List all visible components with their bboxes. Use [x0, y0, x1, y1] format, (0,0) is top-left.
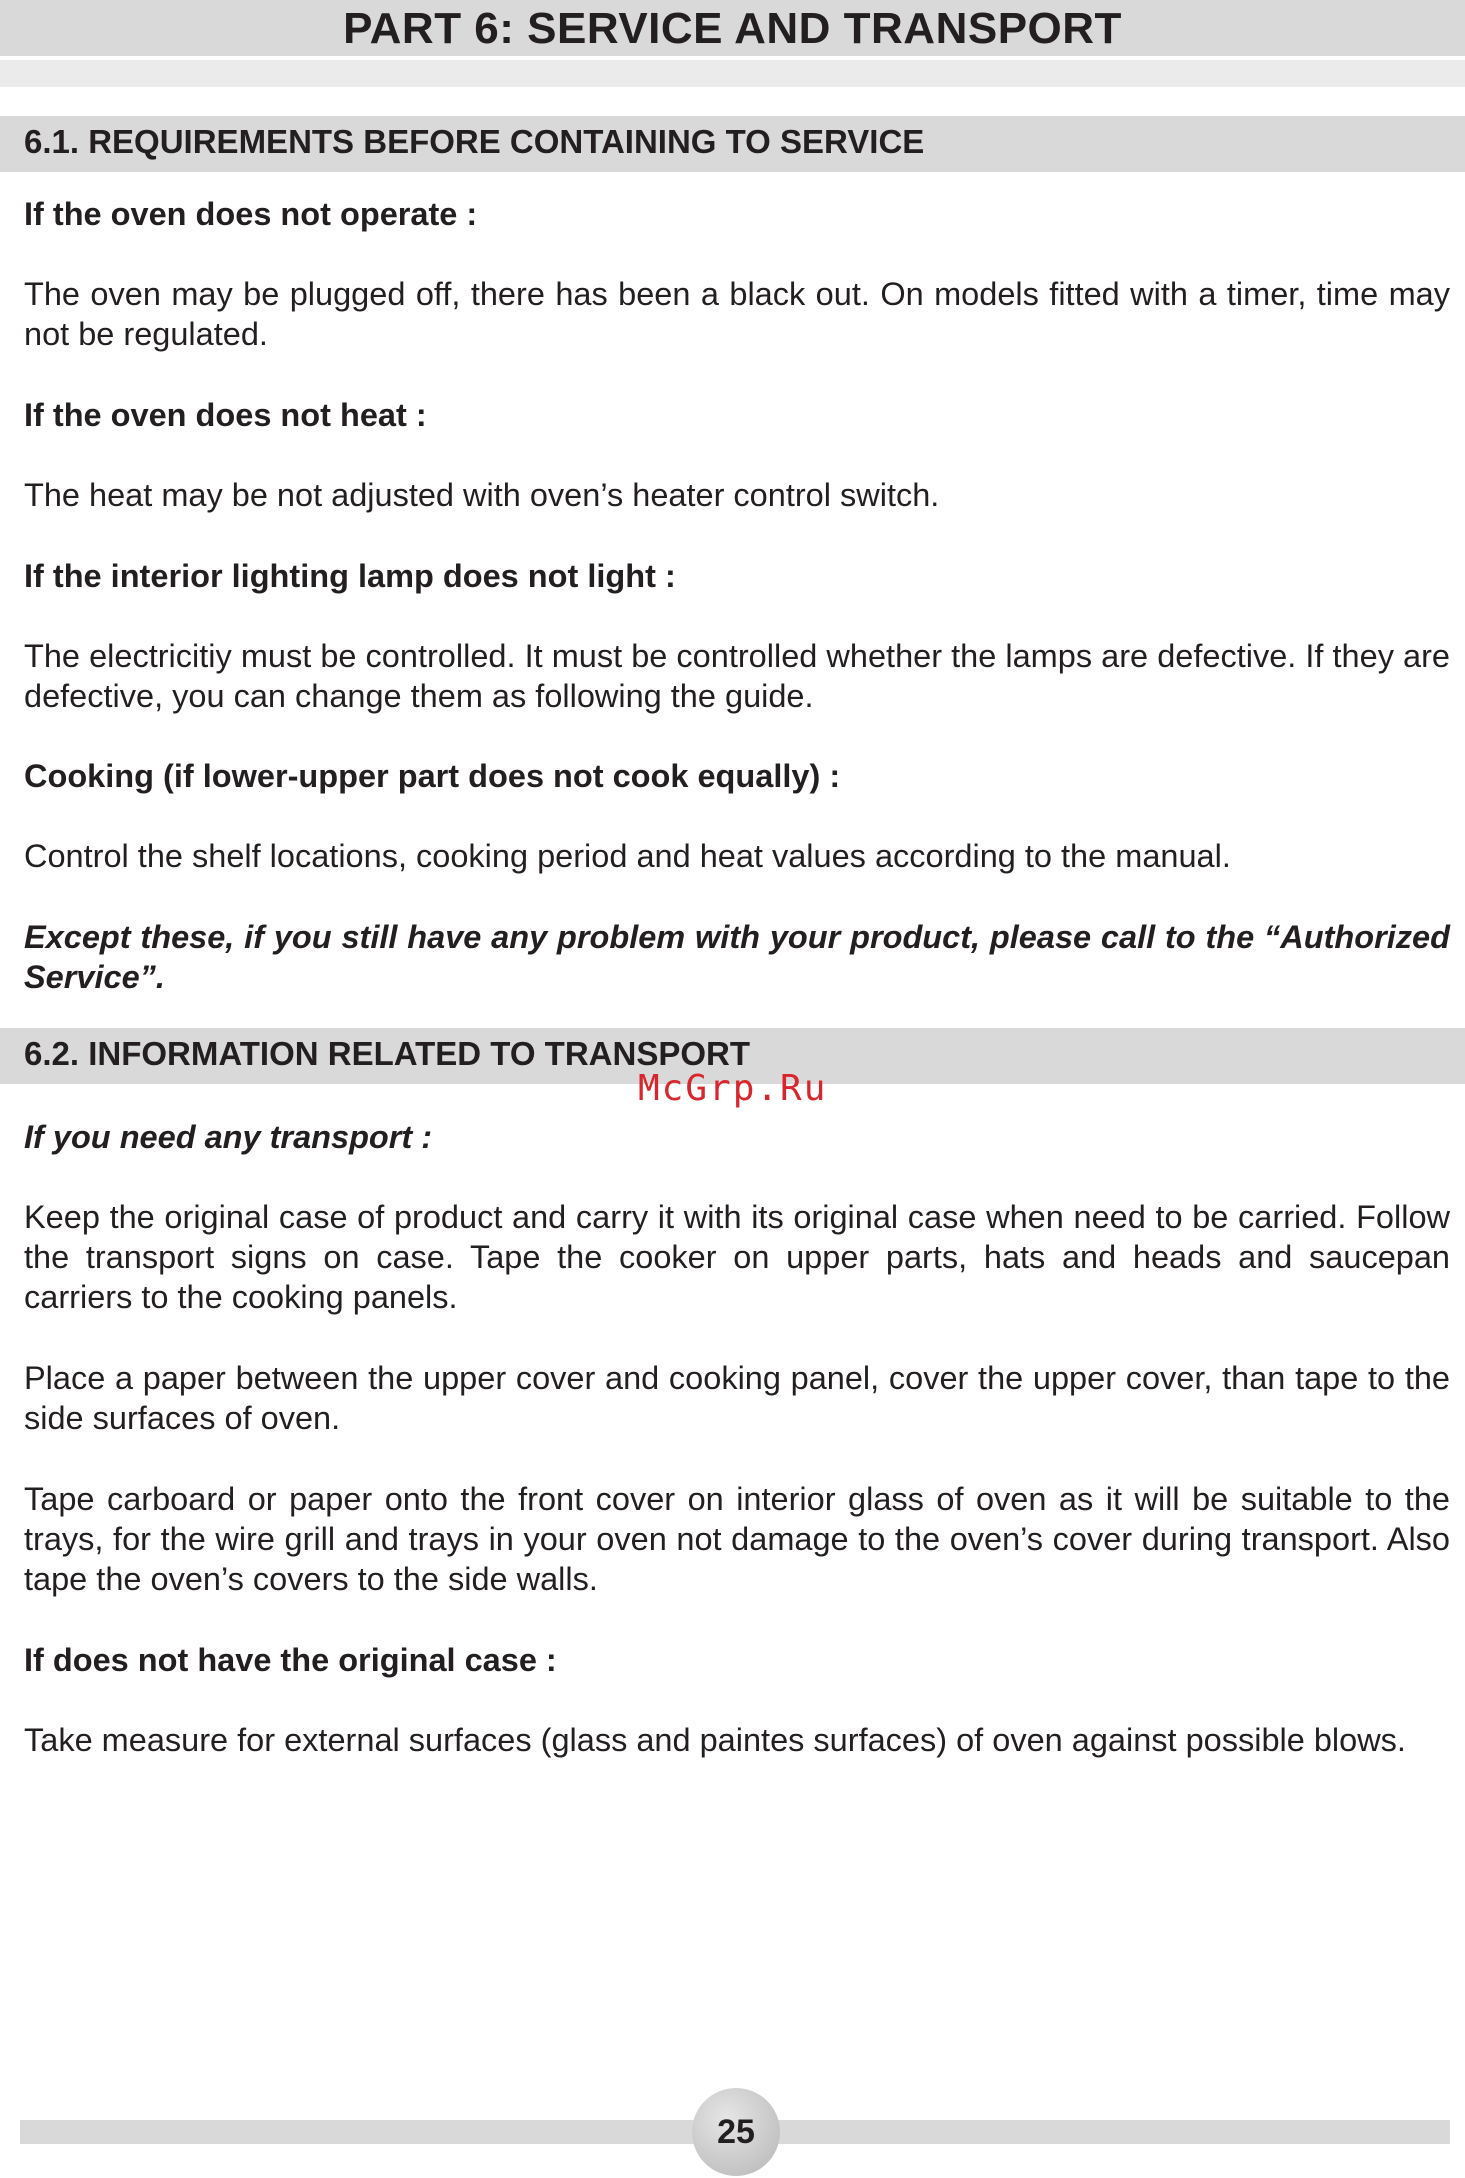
- page-title-bar: [0, 0, 1465, 56]
- section-1-bar: [0, 116, 1465, 172]
- t2-title: If does not have the original case :: [24, 1642, 557, 1678]
- watermark: McGrp.Ru: [638, 1068, 828, 1109]
- q2-text: The heat may be not adjusted with oven’s heater control switch.: [24, 477, 940, 513]
- t2-text: Take measure for external surfaces (glass and paintes surfaces) of oven against possible blows.: [24, 1722, 1406, 1758]
- t1-paragraph-2: Place a paper between the upper cover and cooking panel, cover the upper cover, than tape to the side surfaces of oven.: [24, 1360, 1450, 1436]
- q1-title: If the oven does not operate :: [24, 196, 478, 232]
- page-number: 25: [692, 2088, 780, 2176]
- page-title: PART 6: SERVICE AND TRANSPORT: [343, 4, 1122, 53]
- t1-paragraph-3: Tape carboard or paper onto the front cover on interior glass of oven as it will be suitable to the trays, for the wire grill and trays in your oven not damage to the oven’s cover during transport. Also tape the oven’s covers to the side walls.: [24, 1481, 1450, 1597]
- t1-title: If you need any transport :: [24, 1119, 433, 1155]
- q3-title: If the interior lighting lamp does not light :: [24, 558, 676, 594]
- q3-text: The electricitiy must be controlled. It must be controlled whether the lamps are defective. If they are defective, you can change them as following the guide.: [24, 638, 1450, 714]
- t1-paragraph-1: Keep the original case of product and carry it with its original case when need to be carried. Follow the transport signs on case. Tape the cooker on upper parts, hats and heads and saucepan carriers to the cooking panels.: [24, 1199, 1450, 1315]
- q2-title: If the oven does not heat :: [24, 397, 427, 433]
- q1-text: The oven may be plugged off, there has been a black out. On models fitted with a timer, time may not be regulated.: [24, 276, 1450, 352]
- q4-text: Control the shelf locations, cooking period and heat values according to the manual.: [24, 838, 1231, 874]
- q4-title: Cooking (if lower-upper part does not cook equally) :: [24, 758, 841, 794]
- section-2-heading: 6.2. INFORMATION RELATED TO TRANSPORT: [24, 1035, 751, 1072]
- section-1-heading: 6.1. REQUIREMENTS BEFORE CONTAINING TO SERVICE: [24, 123, 925, 160]
- title-underbar: [0, 60, 1465, 87]
- closing-note: Except these, if you still have any problem with your product, please call to the “Authorized Service”.: [24, 919, 1450, 995]
